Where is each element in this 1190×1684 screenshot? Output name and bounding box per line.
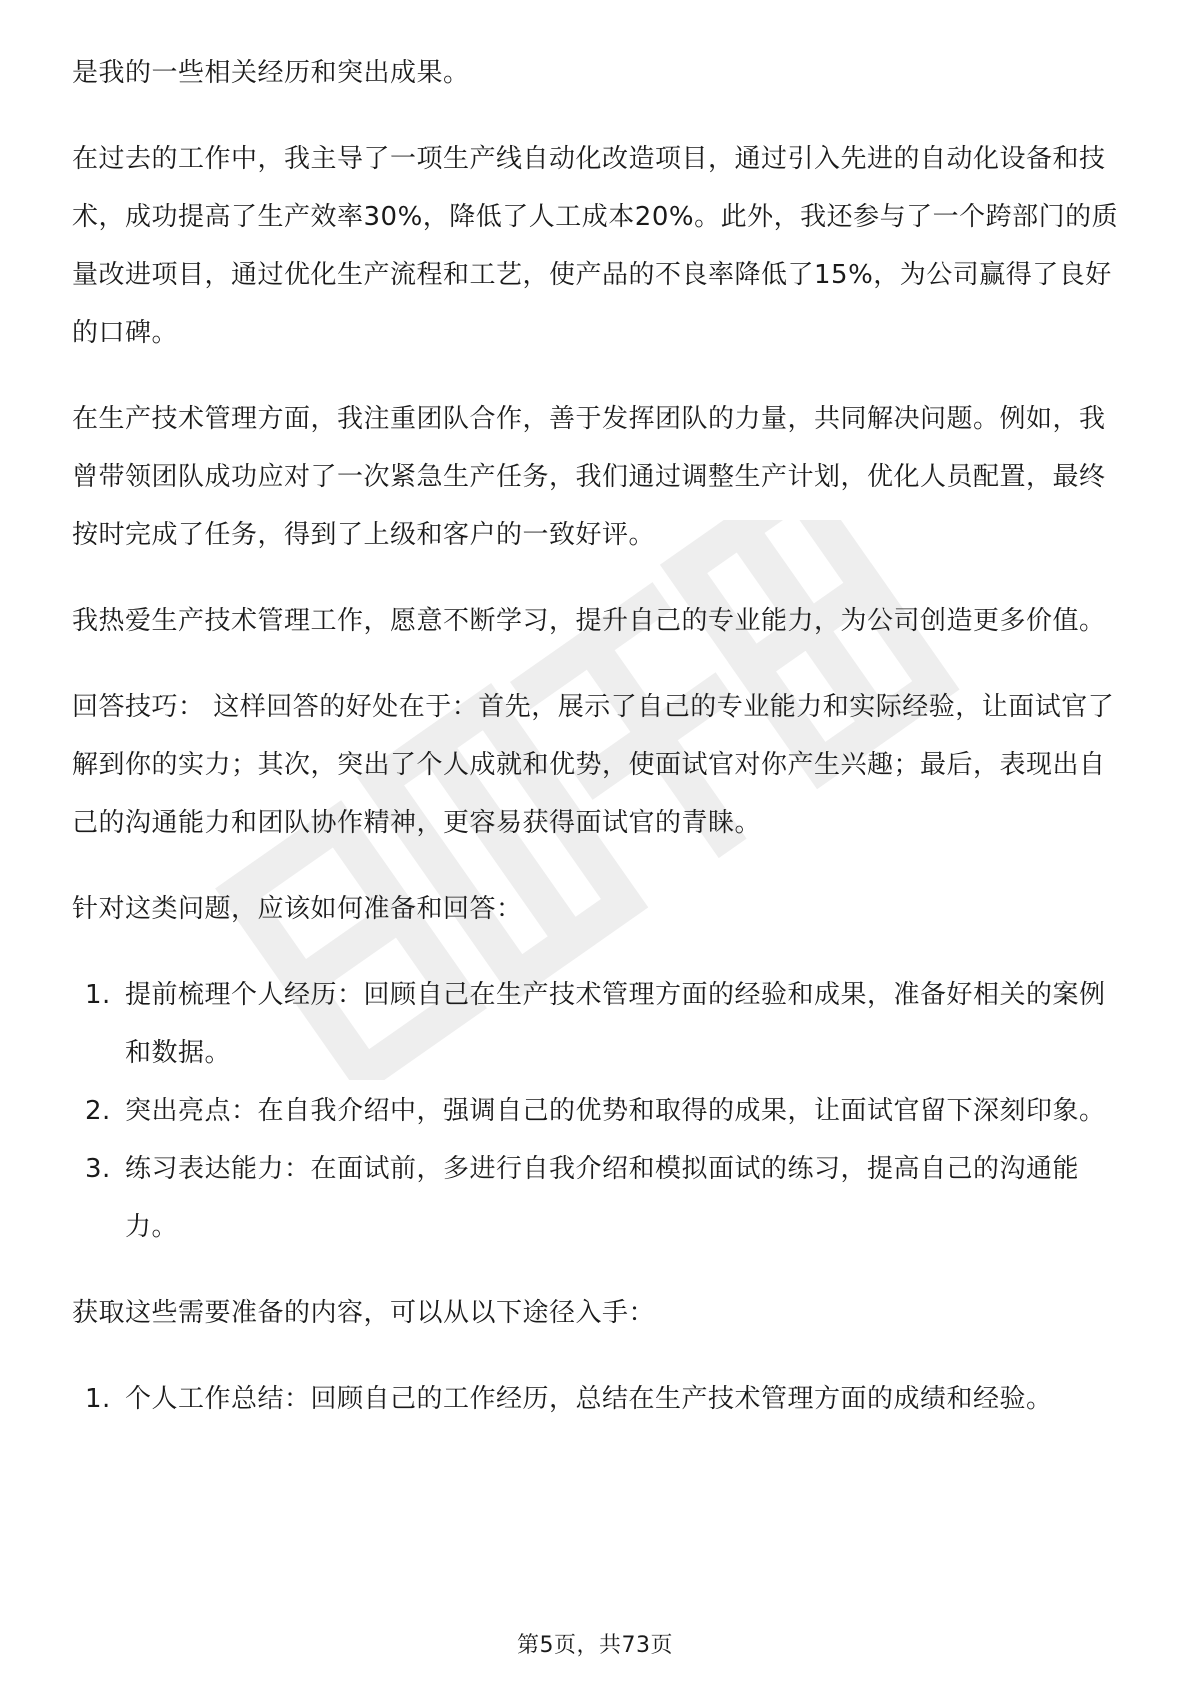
paragraph-preparation-heading: 针对这类问题，应该如何准备和回答： <box>72 894 523 924</box>
list-item-number: 3. <box>85 1154 111 1184</box>
document-body <box>72 44 1122 1456</box>
list-item <box>72 1370 1122 1428</box>
list-item-number: 1. <box>85 1384 111 1414</box>
page-number-footer: 第5页，共73页 <box>517 1633 673 1658</box>
paragraph-passion: 我热爱生产技术管理工作，愿意不断学习，提升自己的专业能力，为公司创造更多价值。 <box>72 606 1106 636</box>
paragraph-sources-heading: 获取这些需要准备的内容，可以从以下途径入手： <box>72 1298 656 1328</box>
list-item <box>72 966 1122 1082</box>
list-item-number: 2. <box>85 1096 111 1126</box>
paragraph-teamwork: 在生产技术管理方面，我注重团队合作，善于发挥团队的力量，共同解决问题。例如，我曾带领团队成功应对了一次紧急生产任务，我们通过调整生产计划，优化人员配置，最终按时完成了任务，得到了上级和客户的一致好评。 <box>72 404 1106 550</box>
list-item-number: 1. <box>85 980 111 1010</box>
list-item <box>72 1140 1122 1256</box>
list-item-text: 练习表达能力：在面试前，多进行自我介绍和模拟面试的练习，提高自己的沟通能力。 <box>125 1154 1080 1242</box>
list-item <box>72 1082 1122 1140</box>
list-item-text: 突出亮点：在自我介绍中，强调自己的优势和取得的成果，让面试官留下深刻印象。 <box>125 1096 1106 1126</box>
paragraph-achievements: 在过去的工作中，我主导了一项生产线自动化改造项目，通过引入先进的自动化设备和技术，成功提高了生产效率30%，降低了人工成本20%。此外，我还参与了一个跨部门的质量改进项目，通过优化生产流程和工艺，使产品的不良率降低了15%，为公司赢得了良好的口碑。 <box>72 144 1119 348</box>
paragraph-intro-end: 是我的一些相关经历和突出成果。 <box>72 58 470 88</box>
list-item-text: 提前梳理个人经历：回顾自己在生产技术管理方面的经验和成果，准备好相关的案例和数据。 <box>125 980 1106 1068</box>
list-item-text: 个人工作总结：回顾自己的工作经历，总结在生产技术管理方面的成绩和经验。 <box>125 1384 1053 1414</box>
sources-list <box>72 1370 1122 1428</box>
paragraph-answer-tips: 回答技巧： 这样回答的好处在于：首先，展示了自己的专业能力和实际经验，让面试官了解到你的实力；其次，突出了个人成就和优势，使面试官对你产生兴趣；最后，表现出自己的沟通能力和团队协作精神，更容易获得面试官的青睐。 <box>72 692 1115 838</box>
preparation-list <box>72 966 1122 1256</box>
